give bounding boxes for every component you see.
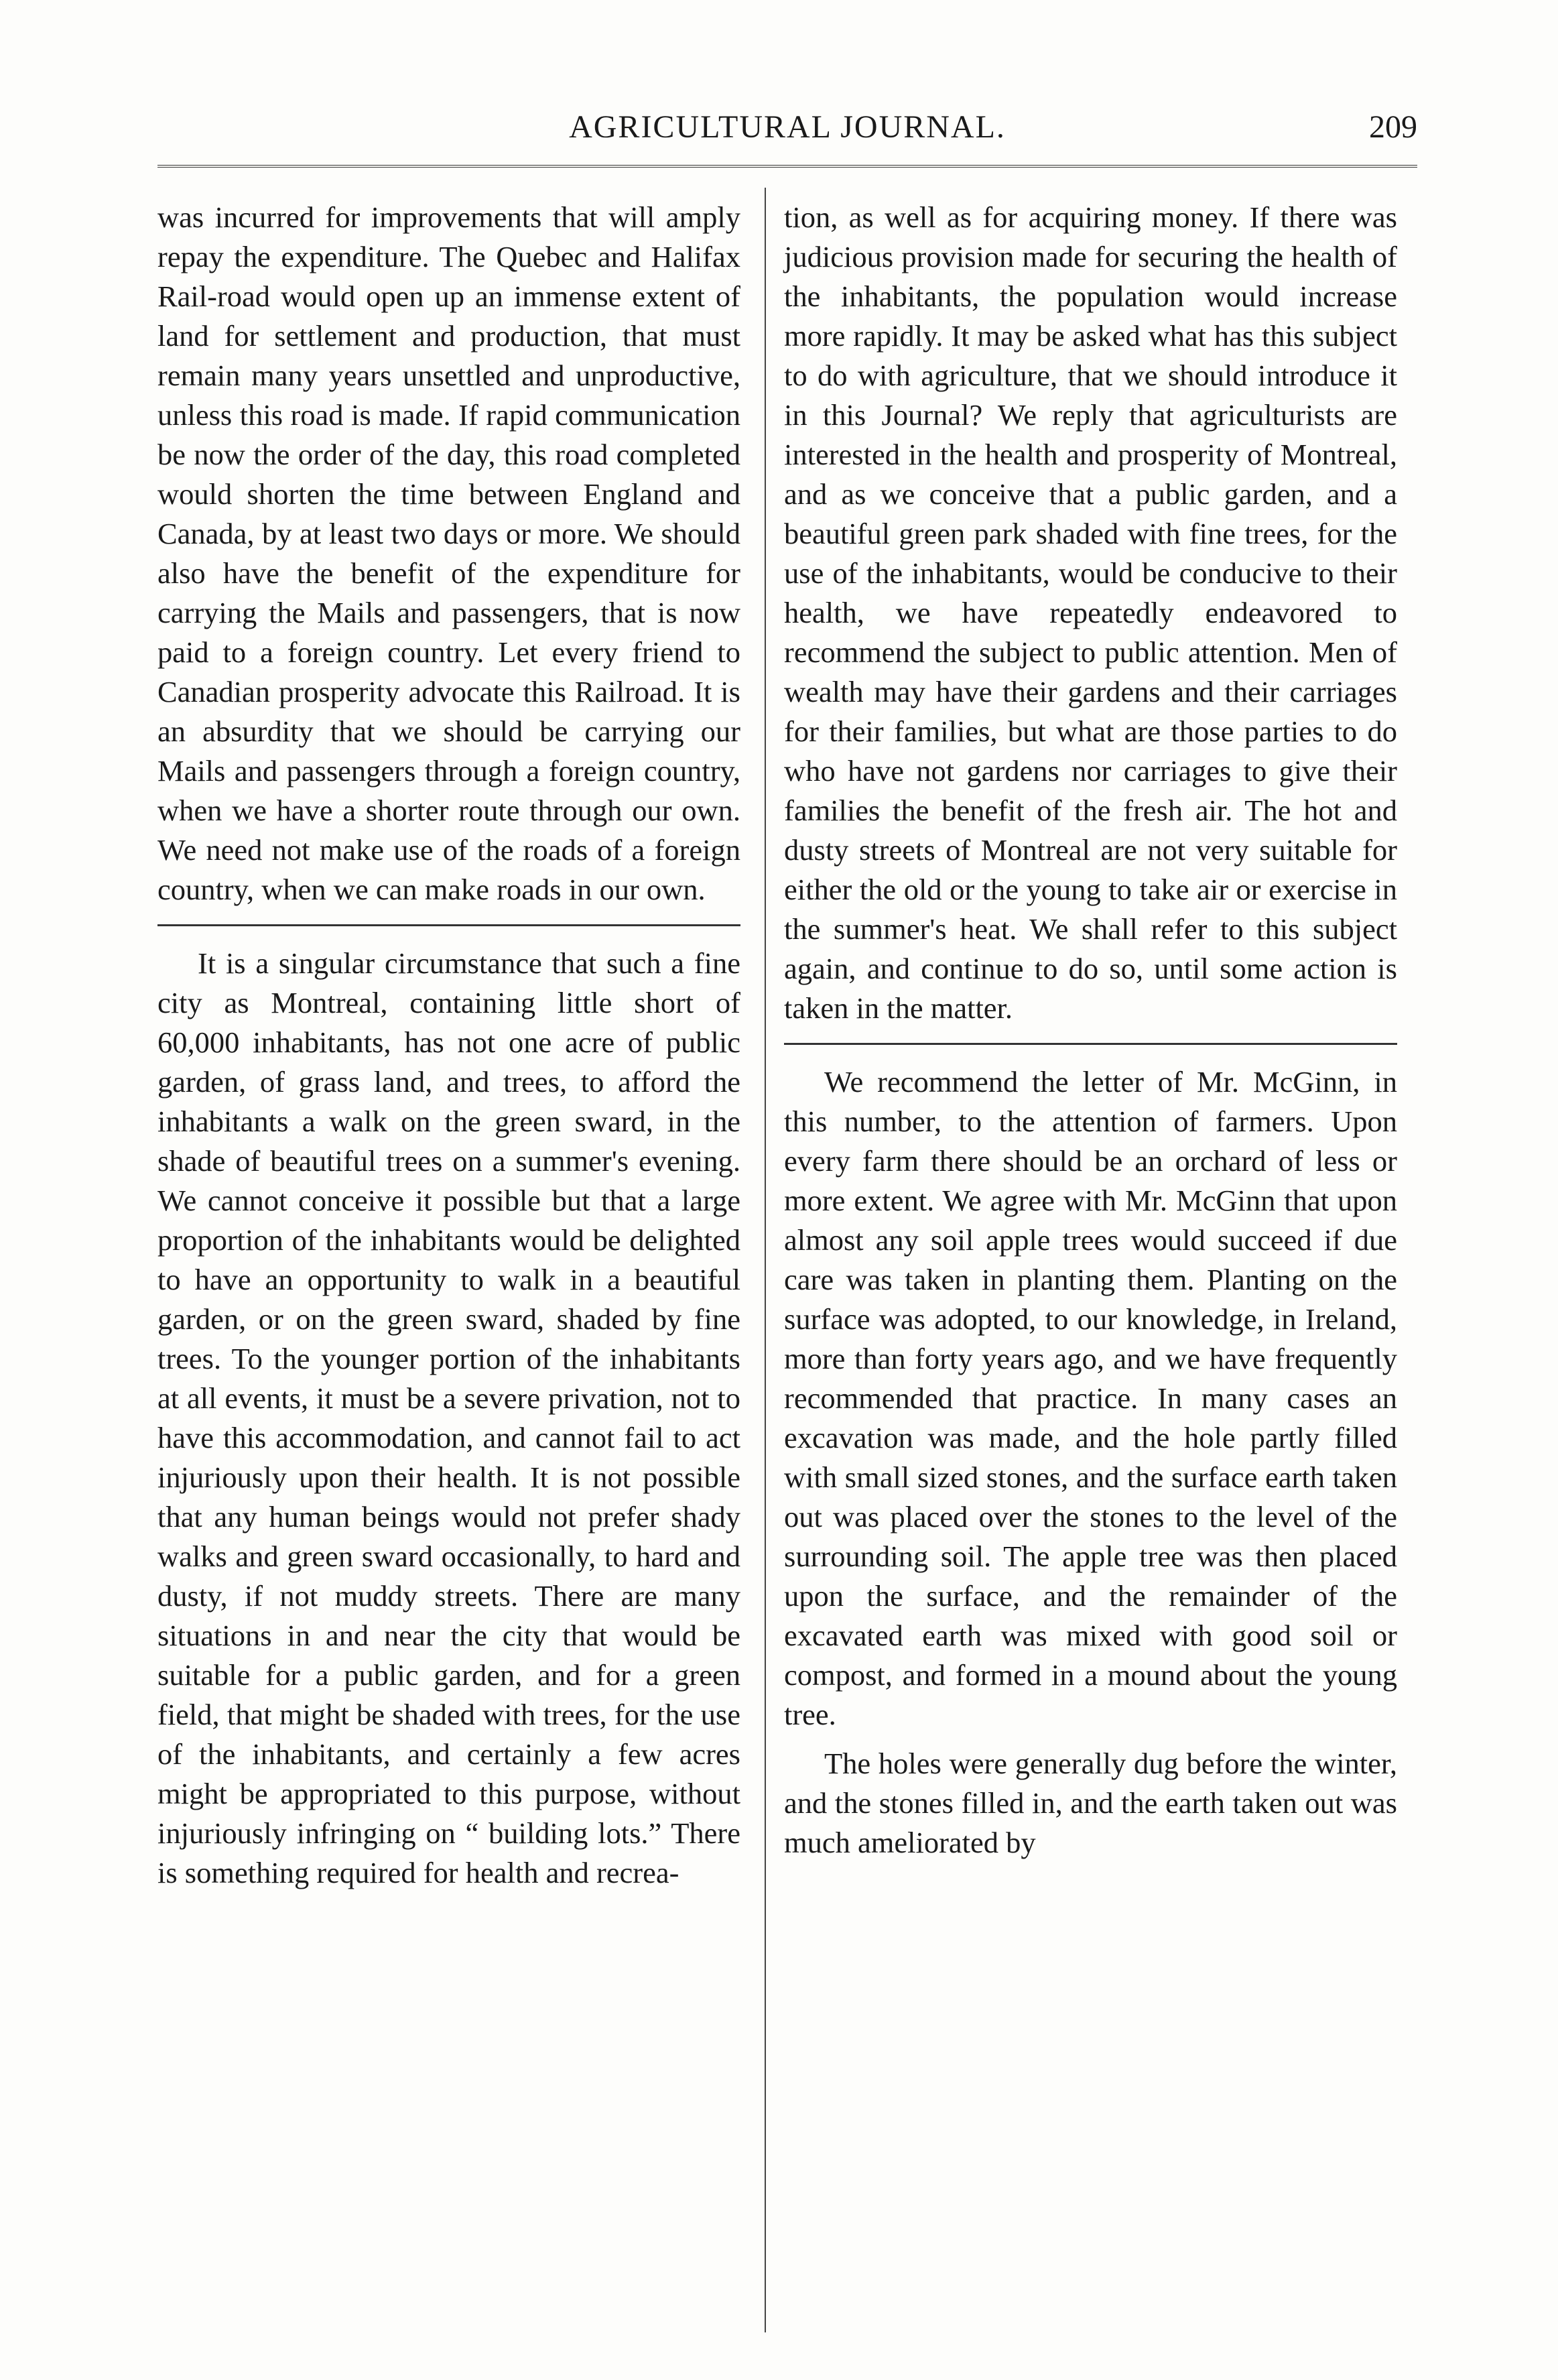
column-divider bbox=[765, 188, 766, 2332]
section-divider bbox=[784, 1043, 1397, 1045]
right-column bbox=[784, 198, 1397, 1863]
page-number: 209 bbox=[1369, 109, 1417, 145]
paragraph-gap bbox=[784, 1735, 1397, 1744]
left-column bbox=[157, 198, 740, 1893]
orchard-paragraph: We recommend the letter of Mr. McGinn, in this number, to the attention of farmers. Upon every farm there should be an orchard of less or more extent. We agree with Mr. McGinn that upon almost any soil apple trees would succeed if due care was taken in planting them. Planting on the surface was adopted, to our knowledge, in Ireland, more than forty years ago, and we have frequently recommended that practice. In many cases an excavation was made, and the hole partly filled with small sized stones, and the surface earth taken out was placed over the stones to the level of the surrounding soil. The apple tree was then placed upon the surface, and the remainder of the excavated earth was mixed with good soil or compost, and formed in a mound about the young tree. bbox=[784, 1065, 1397, 1731]
journal-title: AGRICULTURAL JOURNAL. bbox=[569, 109, 1006, 145]
header-rule bbox=[157, 165, 1417, 168]
railroad-paragraph: was incurred for improvements that will amply repay the expenditure. The Quebec and Halifax Rail-road would open up an immense extent of land for settlement and production, that must remain many years unsettled and unproductive, unless this road is made. If rapid communication be now the order of the day, this road completed would shorten the time between England and Canada, by at least two days or more. We should also have the benefit of the expenditure for carrying the Mails and passengers, that is now paid to a foreign country. Let every friend to Canadian prosperity advocate this Railroad. It is an absurdity that we should be carrying our Mails and passengers through a foreign country, when we have a shorter route through our own. We need not make use of the roads of a foreign country, when we can make roads in our own. bbox=[157, 200, 740, 906]
holes-paragraph: The holes were generally dug before the winter, and the stones filled in, and the earth taken out was much ameliorated by bbox=[784, 1747, 1397, 1859]
section-divider bbox=[157, 924, 740, 926]
running-head bbox=[157, 101, 1417, 154]
public-garden-paragraph: It is a singular circumstance that such a fine city as Montreal, containing little short of 60,000 inhabitants, has not one acre of public garden, of grass land, and trees, to afford the inhabitants a walk on the green sward, in the shade of beautiful trees on a summer's evening. We cannot conceive it possible but that a large proportion of the inhabitants would be delighted to have an opportunity to walk in a beautiful garden, or on the green sward, shaded by fine trees. To the younger portion of the inhabitants at all events, it must be a severe privation, not to have this accommodation, and cannot fail to act injuriously upon their health. It is not possible that any human beings would not prefer shady walks and green sward occasionally, to hard and dusty, if not muddy streets. There are many situations in and near the city that would be suitable for a public garden, and for a green field, that might be shaded with trees, for the use of the inhabitants, and certainly a few acres might be appropriated to this purpose, without injuriously infringing on “ building lots.” There is something required for health and recrea- bbox=[157, 946, 740, 1889]
public-garden-continuation-paragraph: tion, as well as for acquiring money. If there was judicious provision made for securing the health of the inhabitants, the population would increase more rapidly. It may be asked what has this subject to do with agriculture, that we should introduce it in this Journal? We reply that agriculturists are interested in the health and prosperity of Montreal, and as we conceive that a public garden, and a beautiful green park shaded with fine trees, for the use of the inhabitants, would be conducive to their health, we have repeatedly endeavored to recommend the subject to public attention. Men of wealth may have their gardens and their carriages for their families, but what are those parties to do who have not gardens nor carriages to give their families the benefit of the fresh air. The hot and dusty streets of Montreal are not very suitable for either the old or the young to take air or exercise in the summer's heat. We shall refer to this subject again, and continue to do so, until some action is taken in the matter. bbox=[784, 200, 1397, 1025]
